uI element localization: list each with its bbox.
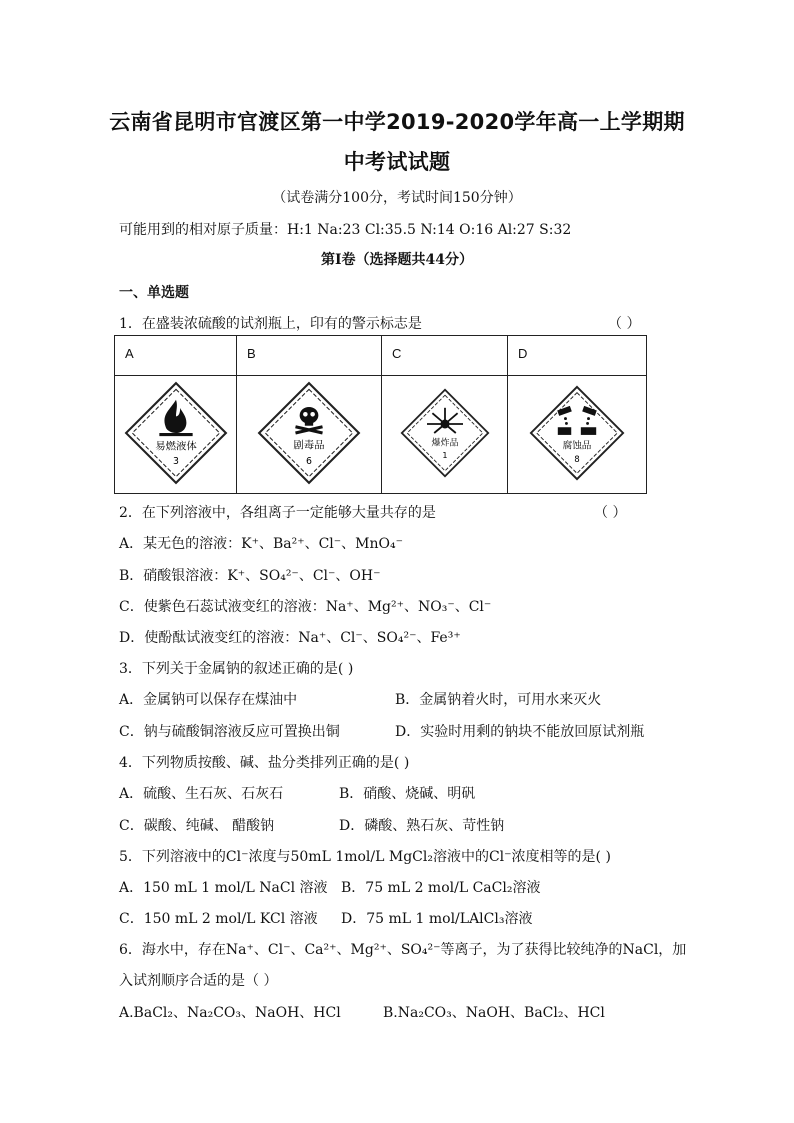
q5-stem: 5．下列溶液中的Cl⁻浓度与50mL 1mol/L MgCl₂溶液中的Cl⁻浓度相等的是( ): [119, 849, 611, 865]
q3-stem: 3．下列关于金属钠的叙述正确的是( ): [119, 661, 354, 677]
q6-stem-line1: 6．海水中，存在Na⁺、Cl⁻、Ca²⁺、Mg²⁺、SO₄²⁻等离子，为了获得比较纯净的NaCl，加: [119, 942, 687, 958]
corrosion-icon: [529, 385, 625, 481]
sign-a-label: 易燃液体: [154, 440, 197, 453]
q2-answer-paren: （ ）: [594, 505, 627, 521]
sign-a-number: 3: [172, 455, 179, 467]
exam-info: （试卷满分100分，考试时间150分钟）: [272, 190, 522, 206]
sign-d-label: 腐蚀品: [562, 439, 592, 451]
sign-d-number: 8: [574, 454, 580, 465]
q4-option-b: B．硝酸、烧碱、明矾: [339, 786, 476, 802]
q1-answer-paren: （ ）: [608, 316, 641, 332]
q4-option-c: C．碳酸、纯碱、 醋酸钠: [119, 818, 275, 834]
sign-c-label: 爆炸品: [430, 438, 459, 449]
sign-b-label: 剧毒品: [293, 439, 325, 452]
q6-stem-line2: 入试剂顺序合适的是（ ）: [119, 973, 278, 989]
q1-sign-a: [115, 376, 237, 494]
q3-option-b: B．金属钠着火时，可用水来灭火: [395, 692, 602, 708]
q1-col-a: A: [115, 336, 237, 376]
q5-option-c: C．150 mL 2 mol/L KCl 溶液: [119, 911, 318, 927]
sign-b-number: 6: [306, 455, 312, 467]
q6-option-b: B.Na₂CO₃、NaOH、BaCl₂、HCl: [383, 1005, 605, 1021]
q5-option-b: B．75 mL 2 mol/L CaCl₂溶液: [341, 880, 541, 896]
q4-stem: 4．下列物质按酸、碱、盐分类排列正确的是( ): [119, 755, 410, 771]
exam-title-line2: 中考试试题: [343, 150, 451, 174]
sign-c-number: 1: [441, 449, 448, 460]
q1-sign-b: [237, 376, 382, 494]
q3-option-a: A．金属钠可以保存在煤油中: [119, 692, 298, 708]
explosion-icon: [400, 388, 490, 478]
skull-icon: [257, 381, 361, 485]
q2-option-a: A．某无色的溶液：K⁺、Ba²⁺、Cl⁻、MnO₄⁻: [119, 536, 404, 552]
q1-stem: 1．在盛装浓硫酸的试剂瓶上，印有的警示标志是: [119, 316, 422, 332]
q2-option-b: B．硝酸银溶液：K⁺、SO₄²⁻、Cl⁻、OH⁻: [119, 568, 381, 584]
q1-col-c: C: [382, 336, 508, 376]
q2-option-c: C．使紫色石蕊试液变红的溶液：Na⁺、Mg²⁺、NO₃⁻、Cl⁻: [119, 599, 492, 615]
q1-sign-table: [114, 335, 647, 494]
flame-icon: [124, 381, 228, 485]
q4-option-a: A．硫酸、生石灰、石灰石: [119, 786, 284, 802]
part-title: 一、单选题: [119, 285, 189, 301]
q3-option-c: C．钠与硫酸铜溶液反应可置换出铜: [119, 724, 340, 740]
q4-option-d: D．磷酸、熟石灰、苛性钠: [339, 818, 505, 834]
q6-option-a: A.BaCl₂、Na₂CO₃、NaOH、HCl: [119, 1005, 341, 1021]
section-title: 第I卷（选择题共44分）: [320, 252, 474, 268]
atomic-masses: 可能用到的相对原子质量：H:1 Na:23 Cl:35.5 N:14 O:16 Al:27 S:32: [119, 222, 572, 238]
exam-title-line1: 云南省昆明市官渡区第一中学2019-2020学年高一上学期期: [109, 110, 685, 134]
q1-sign-c: [382, 376, 508, 494]
q1-col-d: D: [508, 336, 647, 376]
q1-col-b: B: [237, 336, 382, 376]
q5-option-a: A．150 mL 1 mol/L NaCl 溶液: [119, 880, 328, 896]
q5-option-d: D．75 mL 1 mol/LAlCl₃溶液: [341, 911, 533, 927]
q1-sign-d: [508, 376, 647, 494]
q2-stem: 2．在下列溶液中，各组离子一定能够大量共存的是: [119, 505, 436, 521]
q3-option-d: D．实验时用剩的钠块不能放回原试剂瓶: [395, 724, 645, 740]
q2-option-d: D．使酚酞试液变红的溶液：Na⁺、Cl⁻、SO₄²⁻、Fe³⁺: [119, 630, 461, 646]
